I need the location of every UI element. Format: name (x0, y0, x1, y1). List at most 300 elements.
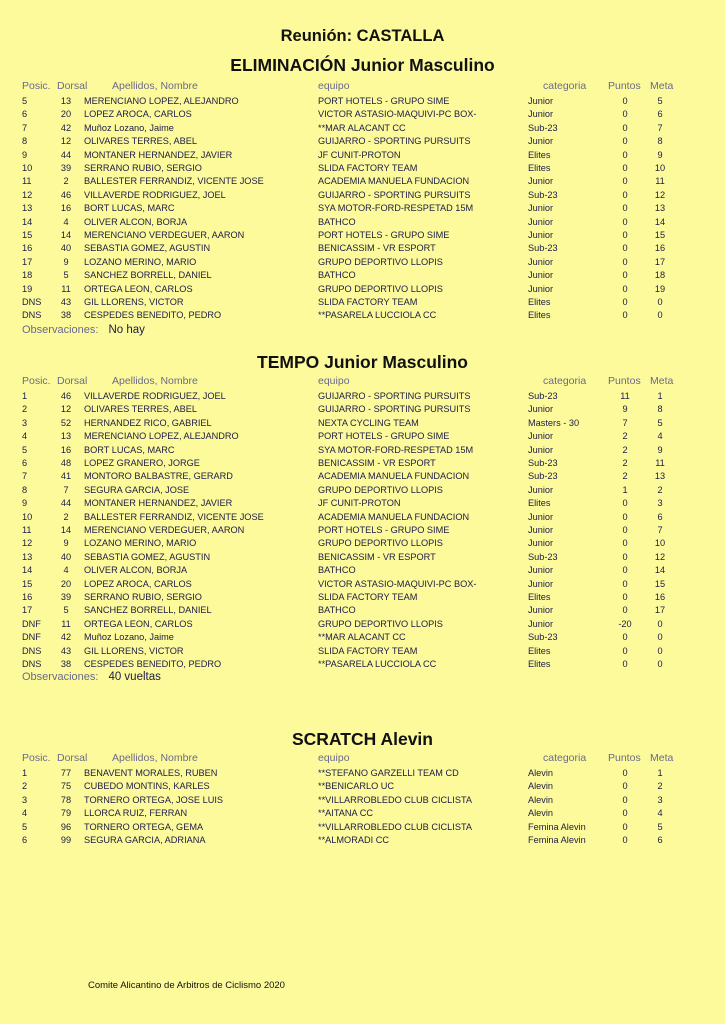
cell-category: Sub-23 (528, 458, 558, 468)
cell-name: SEBASTIA GOMEZ, AGUSTIN (84, 243, 211, 254)
cell-team: ACADEMIA MANUELA FUNDACION (318, 471, 470, 482)
cell-team: PORT HOTELS - GRUPO SIME (318, 525, 450, 535)
table-row (0, 457, 725, 470)
cell-meta: 0 (657, 310, 663, 321)
cell-pos: DNS (22, 310, 42, 321)
cell-meta: 5 (657, 96, 663, 106)
cell-team: GUIJARRO - SPORTING PURSUITS (318, 391, 471, 401)
cell-team: GRUPO DEPORTIVO LLOPIS (318, 484, 443, 495)
cell-team: PORT HOTELS - GRUPO SIME (318, 431, 450, 442)
cell-pos: DNS (22, 659, 42, 669)
cell-pos: 11 (22, 525, 32, 535)
cell-name: LOPEZ AROCA, CARLOS (84, 109, 192, 120)
cell-team: PORT HOTELS - GRUPO SIME (318, 96, 450, 106)
cell-dorsal: 43 (60, 297, 72, 307)
cell-category: Elites (528, 310, 551, 321)
cell-dorsal: 20 (60, 109, 72, 120)
cell-dorsal: 39 (60, 592, 72, 602)
cell-meta: 9 (657, 149, 663, 160)
cell-name: MONTANER HERNANDEZ, JAVIER (84, 498, 233, 509)
section-title: TEMPO Junior Masculino (257, 352, 468, 372)
cell-points: 2 (622, 471, 628, 482)
cell-meta: 0 (657, 632, 663, 643)
cell-team: **MAR ALACANT CC (318, 632, 406, 643)
cell-dorsal: 38 (60, 659, 72, 669)
table-header (0, 752, 725, 765)
cell-name: SERRANO RUBIO, SERGIO (84, 592, 202, 602)
cell-name: SEGURA GARCIA, ADRIANA (84, 835, 206, 845)
observations-value: No hay (108, 324, 145, 336)
cell-category: Junior (528, 444, 554, 455)
table-row (0, 283, 725, 296)
cell-meta: 7 (657, 122, 663, 133)
cell-category: Junior (528, 565, 554, 576)
cell-team: **MAR ALACANT CC (318, 122, 406, 133)
cell-name: BORT LUCAS, MARC (84, 203, 175, 214)
cell-points: 2 (622, 431, 628, 442)
cell-meta: 16 (654, 592, 666, 602)
cell-pos: 16 (22, 592, 33, 602)
cell-team: **VILLARROBLEDO CLUB CICLISTA (318, 794, 473, 805)
cell-meta: 5 (657, 417, 663, 428)
cell-points: 0 (622, 578, 628, 589)
table-row (0, 537, 725, 550)
cell-pos: 17 (22, 256, 33, 267)
cell-category: Junior (528, 216, 554, 227)
cell-team: BENICASSIM - VR ESPORT (318, 551, 436, 562)
cell-pos: 9 (22, 498, 28, 509)
cell-team: GRUPO DEPORTIVO LLOPIS (318, 538, 443, 549)
cell-category: Sub-23 (528, 243, 558, 254)
cell-category: Junior (528, 203, 554, 214)
cell-meta: 1 (657, 768, 663, 778)
cell-category: Junior (528, 136, 554, 147)
cell-pos: 13 (22, 203, 33, 214)
cell-name: LOPEZ GRANERO, JORGE (84, 458, 200, 468)
cell-pos: 5 (22, 96, 28, 106)
cell-category: Elites (528, 659, 551, 669)
cell-meta: 12 (654, 189, 666, 200)
cell-team: BATHCO (318, 270, 356, 281)
observations-label: Observaciones: (22, 324, 99, 336)
cell-points: 0 (622, 835, 628, 845)
cell-points: 0 (622, 821, 628, 832)
table-row (0, 524, 725, 537)
cell-name: MERENCIANO LOPEZ, ALEJANDRO (84, 96, 239, 106)
cell-points: 7 (622, 417, 628, 428)
column-header-name: Apellidos, Nombre (112, 375, 198, 387)
table-row (0, 658, 725, 671)
table-row (0, 162, 725, 175)
cell-category: Sub-23 (528, 551, 558, 562)
cell-pos: 7 (22, 122, 28, 133)
cell-category: Junior (528, 538, 554, 549)
table-row (0, 430, 725, 443)
cell-meta: 0 (657, 618, 663, 629)
cell-pos: 10 (22, 163, 33, 173)
column-header-dorsal: Dorsal (57, 80, 88, 92)
cell-team: ACADEMIA MANUELA FUNDACION (318, 176, 470, 187)
cell-team: BENICASSIM - VR ESPORT (318, 243, 436, 254)
cell-pos: 3 (22, 417, 28, 428)
cell-dorsal: 40 (60, 551, 72, 562)
cell-category: Junior (528, 578, 554, 589)
cell-team: GUIJARRO - SPORTING PURSUITS (318, 404, 471, 415)
cell-pos: 6 (22, 109, 28, 120)
cell-pos: 12 (22, 538, 33, 549)
cell-name: GIL LLORENS, VICTOR (84, 645, 184, 656)
cell-meta: 14 (654, 216, 666, 227)
cell-team: GUIJARRO - SPORTING PURSUITS (318, 136, 471, 147)
table-row (0, 444, 725, 457)
cell-dorsal: 40 (60, 243, 72, 254)
cell-points: -20 (618, 618, 632, 629)
cell-team: GRUPO DEPORTIVO LLOPIS (318, 618, 443, 629)
cell-dorsal: 7 (63, 484, 69, 495)
cell-category: Elites (528, 163, 551, 173)
cell-meta: 4 (657, 431, 663, 442)
column-header-meta: Meta (650, 375, 674, 387)
observations-value: 40 vueltas (108, 671, 161, 683)
cell-pos: 15 (22, 230, 33, 240)
cell-dorsal: 11 (61, 618, 71, 629)
cell-dorsal: 13 (60, 96, 72, 106)
cell-points: 0 (622, 230, 628, 240)
cell-category: Elites (528, 645, 551, 656)
table-row (0, 767, 725, 780)
cell-dorsal: 44 (60, 498, 72, 509)
cell-points: 0 (622, 768, 628, 778)
cell-dorsal: 9 (63, 256, 69, 267)
cell-pos: DNS (22, 297, 42, 307)
cell-meta: 7 (657, 525, 663, 535)
cell-team: ACADEMIA MANUELA FUNDACION (318, 511, 470, 522)
cell-meta: 6 (657, 511, 663, 522)
cell-pos: 11 (22, 176, 32, 187)
cell-pos: 16 (22, 243, 33, 254)
cell-name: HERNANDEZ RICO, GABRIEL (84, 417, 212, 428)
column-header-team: equipo (318, 752, 350, 764)
cell-name: BENAVENT MORALES, RUBEN (84, 768, 218, 778)
observations (22, 671, 161, 683)
cell-pos: 2 (22, 404, 28, 415)
cell-pos: 17 (22, 605, 33, 616)
table-row (0, 256, 725, 269)
cell-meta: 13 (654, 471, 666, 482)
cell-category: Junior (528, 618, 554, 629)
cell-dorsal: 5 (63, 270, 69, 281)
cell-meta: 0 (657, 297, 663, 307)
cell-name: MERENCIANO VERDEGUER, AARON (84, 525, 245, 535)
cell-category: Elites (528, 498, 551, 509)
cell-name: VILLAVERDE RODRIGUEZ, JOEL (84, 189, 226, 200)
cell-pos: 8 (22, 484, 28, 495)
cell-pos: 19 (22, 283, 33, 294)
cell-category: Junior (528, 176, 554, 187)
table-row (0, 229, 725, 242)
cell-meta: 10 (654, 163, 666, 173)
cell-meta: 11 (655, 176, 665, 187)
cell-category: Junior (528, 283, 554, 294)
column-header-dorsal: Dorsal (57, 375, 88, 387)
table-row (0, 108, 725, 121)
cell-pos: 2 (22, 781, 28, 792)
cell-team: BATHCO (318, 605, 356, 616)
cell-category: Alevin (528, 808, 554, 819)
table-row (0, 216, 725, 229)
table-row (0, 834, 725, 847)
cell-team: BATHCO (318, 565, 356, 576)
cell-dorsal: 20 (60, 578, 72, 589)
table-row (0, 511, 725, 524)
cell-name: Muñoz Lozano, Jaime (84, 632, 174, 643)
cell-name: CUBEDO MONTINS, KARLES (84, 781, 210, 792)
cell-dorsal: 42 (60, 122, 72, 133)
cell-points: 0 (622, 808, 628, 819)
cell-dorsal: 2 (63, 176, 69, 187)
section-title: ELIMINACIÓN Junior Masculino (230, 55, 495, 75)
cell-points: 0 (622, 216, 628, 227)
cell-dorsal: 38 (60, 310, 72, 321)
table-row (0, 821, 725, 834)
table-row (0, 149, 725, 162)
cell-meta: 6 (657, 109, 663, 120)
cell-dorsal: 99 (60, 835, 72, 845)
cell-dorsal: 46 (60, 391, 72, 401)
cell-category: Alevin (528, 768, 554, 778)
cell-name: ORTEGA LEON, CARLOS (84, 283, 193, 294)
cell-name: SEBASTIA GOMEZ, AGUSTIN (84, 551, 211, 562)
cell-category: Elites (528, 149, 551, 160)
observations (22, 324, 145, 336)
cell-category: Junior (528, 404, 554, 415)
cell-category: Junior (528, 484, 554, 495)
cell-meta: 12 (654, 551, 666, 562)
cell-category: Junior (528, 270, 554, 281)
cell-team: GRUPO DEPORTIVO LLOPIS (318, 256, 443, 267)
cell-category: Sub-23 (528, 471, 558, 482)
cell-points: 0 (622, 149, 628, 160)
cell-points: 0 (622, 283, 628, 294)
cell-dorsal: 12 (60, 136, 72, 147)
table-row (0, 242, 725, 255)
table-row (0, 269, 725, 282)
cell-points: 0 (622, 176, 628, 187)
cell-category: Sub-23 (528, 391, 558, 401)
cell-meta: 16 (654, 243, 666, 254)
cell-pos: 6 (22, 458, 28, 468)
cell-category: Junior (528, 525, 554, 535)
cell-team: SYA MOTOR-FORD-RESPETAD 15M (318, 444, 474, 455)
cell-points: 9 (622, 404, 628, 415)
cell-pos: 1 (22, 391, 28, 401)
cell-team: **PASARELA LUCCIOLA CC (318, 659, 437, 669)
cell-points: 0 (622, 592, 628, 602)
cell-team: VICTOR ASTASIO-MAQUIVI-PC BOX- (318, 109, 477, 120)
cell-category: Junior (528, 256, 554, 267)
column-header-category: categoria (543, 80, 587, 92)
cell-name: CESPEDES BENEDITO, PEDRO (84, 310, 222, 321)
cell-meta: 5 (657, 821, 663, 832)
cell-points: 0 (622, 243, 628, 254)
cell-meta: 3 (657, 498, 663, 509)
cell-name: SEGURA GARCIA, JOSE (84, 484, 190, 495)
column-header-team: equipo (318, 375, 350, 387)
table-row (0, 497, 725, 510)
cell-pos: 3 (22, 794, 28, 805)
cell-dorsal: 52 (60, 417, 72, 428)
cell-dorsal: 5 (63, 605, 69, 616)
cell-points: 0 (622, 310, 628, 321)
cell-name: LOZANO MERINO, MARIO (84, 256, 197, 267)
cell-category: Junior (528, 109, 554, 120)
cell-points: 2 (622, 444, 628, 455)
cell-team: GRUPO DEPORTIVO LLOPIS (318, 283, 443, 294)
cell-category: Elites (528, 297, 551, 307)
cell-dorsal: 44 (60, 149, 72, 160)
cell-pos: 14 (22, 565, 33, 576)
cell-name: MERENCIANO VERDEGUER, AARON (84, 230, 245, 240)
cell-category: Alevin (528, 794, 554, 805)
cell-points: 0 (622, 203, 628, 214)
cell-category: Masters - 30 (528, 417, 580, 428)
cell-team: SLIDA FACTORY TEAM (318, 592, 418, 602)
table-row (0, 202, 725, 215)
cell-team: SYA MOTOR-FORD-RESPETAD 15M (318, 203, 474, 214)
cell-meta: 8 (657, 136, 663, 147)
cell-meta: 8 (657, 404, 663, 415)
meeting-title: Reunión: CASTALLA (280, 27, 445, 45)
cell-points: 0 (622, 794, 628, 805)
column-header-points: Puntos (608, 80, 641, 92)
cell-team: **BENICARLO UC (318, 781, 395, 792)
cell-team: PORT HOTELS - GRUPO SIME (318, 230, 450, 240)
cell-category: Junior (528, 96, 554, 106)
cell-category: Sub-23 (528, 122, 558, 133)
cell-category: Femina Alevin (528, 821, 586, 832)
cell-team: GUIJARRO - SPORTING PURSUITS (318, 189, 471, 200)
cell-dorsal: 42 (60, 632, 72, 643)
cell-dorsal: 96 (60, 821, 72, 832)
cell-team: NEXTA CYCLING TEAM (318, 417, 419, 428)
cell-points: 0 (622, 659, 628, 669)
cell-dorsal: 77 (60, 768, 72, 778)
cell-dorsal: 79 (60, 808, 72, 819)
cell-team: **VILLARROBLEDO CLUB CICLISTA (318, 821, 473, 832)
cell-name: LOPEZ AROCA, CARLOS (84, 578, 192, 589)
table-row (0, 484, 725, 497)
cell-meta: 11 (655, 458, 665, 468)
cell-points: 0 (622, 538, 628, 549)
cell-pos: 13 (22, 551, 33, 562)
cell-name: TORNERO ORTEGA, JOSE LUIS (84, 794, 224, 805)
cell-team: **ALMORADI CC (318, 835, 389, 845)
table-row (0, 470, 725, 483)
cell-category: Junior (528, 431, 554, 442)
cell-points: 0 (622, 498, 628, 509)
cell-points: 0 (622, 256, 628, 267)
cell-name: ORTEGA LEON, CARLOS (84, 618, 193, 629)
cell-team: SLIDA FACTORY TEAM (318, 645, 418, 656)
cell-name: GIL LLORENS, VICTOR (84, 297, 184, 307)
cell-dorsal: 4 (63, 216, 69, 227)
cell-name: MONTANER HERNANDEZ, JAVIER (84, 149, 233, 160)
footer: Comite Alicantino de Arbitros de Ciclismo 2020 (88, 980, 285, 991)
cell-dorsal: 78 (60, 794, 72, 805)
cell-name: BALLESTER FERRANDIZ, VICENTE JOSE (84, 176, 264, 187)
table-row (0, 780, 725, 793)
cell-team: **AITANA CC (318, 808, 373, 819)
table-row (0, 604, 725, 617)
cell-dorsal: 11 (61, 283, 71, 294)
table-row (0, 189, 725, 202)
cell-meta: 2 (657, 781, 663, 792)
table-row (0, 417, 725, 430)
cell-meta: 17 (654, 605, 666, 616)
column-header-category: categoria (543, 752, 587, 764)
column-header-pos: Posic. (22, 80, 51, 92)
cell-pos: 5 (22, 444, 28, 455)
table-row (0, 807, 725, 820)
cell-points: 0 (622, 645, 628, 656)
cell-name: SANCHEZ BORRELL, DANIEL (84, 270, 212, 281)
cell-meta: 4 (657, 808, 663, 819)
table-row (0, 122, 725, 135)
column-header-category: categoria (543, 375, 587, 387)
table-row (0, 794, 725, 807)
column-header-pos: Posic. (22, 375, 51, 387)
cell-points: 0 (622, 189, 628, 200)
table-row (0, 309, 725, 322)
cell-pos: 7 (22, 471, 28, 482)
cell-team: JF CUNIT-PROTON (318, 149, 401, 160)
cell-name: BORT LUCAS, MARC (84, 444, 175, 455)
cell-dorsal: 4 (63, 565, 69, 576)
cell-meta: 15 (654, 578, 666, 589)
cell-dorsal: 13 (60, 431, 72, 442)
cell-dorsal: 43 (60, 645, 72, 656)
table-row (0, 551, 725, 564)
table-row (0, 564, 725, 577)
cell-pos: 10 (22, 511, 33, 522)
table-row (0, 631, 725, 644)
cell-name: BALLESTER FERRANDIZ, VICENTE JOSE (84, 511, 264, 522)
cell-name: OLIVARES TERRES, ABEL (84, 136, 198, 147)
cell-pos: 4 (22, 431, 28, 442)
cell-dorsal: 9 (63, 538, 69, 549)
observations-label: Observaciones: (22, 671, 99, 683)
cell-dorsal: 48 (60, 458, 72, 468)
cell-points: 0 (622, 109, 628, 120)
cell-meta: 6 (657, 835, 663, 845)
cell-category: Femina Alevin (528, 835, 586, 845)
cell-pos: 5 (22, 821, 28, 832)
cell-dorsal: 75 (60, 781, 72, 792)
cell-points: 0 (622, 297, 628, 307)
cell-team: VICTOR ASTASIO-MAQUIVI-PC BOX- (318, 578, 477, 589)
cell-points: 0 (622, 270, 628, 281)
cell-points: 0 (622, 565, 628, 576)
cell-points: 0 (622, 136, 628, 147)
cell-name: OLIVER ALCON, BORJA (84, 565, 188, 576)
cell-meta: 1 (657, 391, 663, 401)
cell-meta: 19 (654, 283, 666, 294)
cell-meta: 14 (654, 565, 666, 576)
cell-name: SANCHEZ BORRELL, DANIEL (84, 605, 212, 616)
cell-team: JF CUNIT-PROTON (318, 498, 401, 509)
cell-team: **PASARELA LUCCIOLA CC (318, 310, 437, 321)
cell-points: 0 (622, 605, 628, 616)
